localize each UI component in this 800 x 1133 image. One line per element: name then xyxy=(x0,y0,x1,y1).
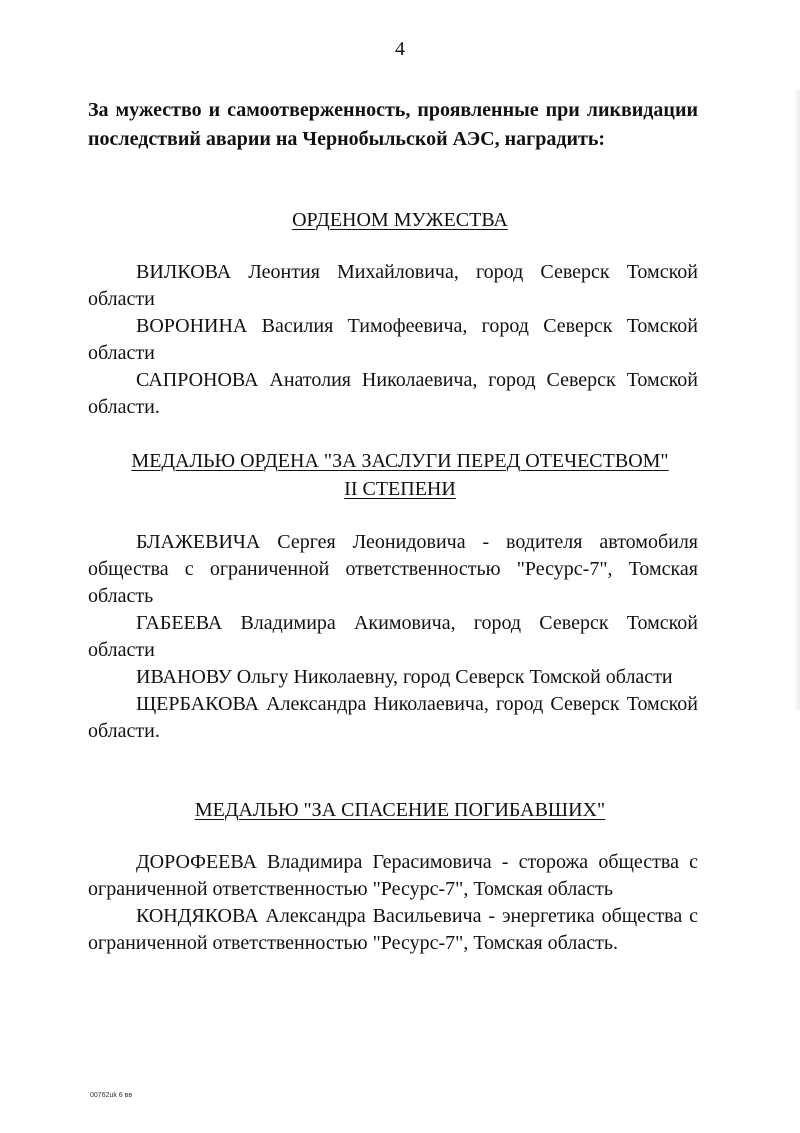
award-entry: ЩЕРБАКОВА Александра Николаевича, город Северск Томской области. xyxy=(88,693,698,742)
award-entry: ДОРОФЕЕВА Владимира Герасимовича - сторожа общества с ограниченной ответственностью "Ресурс-7", Томская область xyxy=(88,851,698,900)
section-title-rescue-medal xyxy=(0,796,800,824)
award-entry: ВИЛКОВА Леонтия Михайловича, город Северск Томской области xyxy=(88,261,698,310)
award-intro: За мужество и самоотверженность, проявленные при ликвидации последствий аварии на Чернобыльской АЭС, наградить: xyxy=(88,99,698,150)
entries-merit-medal xyxy=(88,529,698,745)
section-title-degree: II СТЕПЕНИ xyxy=(344,478,456,500)
section-title-text: МЕДАЛЬЮ ОРДЕНА "ЗА ЗАСЛУГИ ПЕРЕД ОТЕЧЕСТВОМ" xyxy=(131,450,669,472)
section-title-text: ОРДЕНОМ МУЖЕСТВА xyxy=(292,209,508,231)
document-code: 00762uk 6 вв xyxy=(90,1092,133,1099)
award-entry: САПРОНОВА Анатолия Николаевича, город Северск Томской области. xyxy=(88,369,698,418)
award-entry: ГАБЕЕВА Владимира Акимовича, город Северск Томской области xyxy=(88,612,698,661)
award-entry: ИВАНОВУ Ольгу Николаевну, город Северск Томской области xyxy=(136,666,673,688)
award-entry: КОНДЯКОВА Александра Васильевича - энергетика общества с ограниченной ответственностью "Ресурс-7", Томская область. xyxy=(88,905,698,954)
award-entry: БЛАЖЕВИЧА Сергея Леонидовича - водителя автомобиля общества с ограниченной ответственностью "Ресурс-7", Томская область xyxy=(88,531,698,607)
scan-edge-shadow xyxy=(794,90,800,710)
section-title-order-of-courage xyxy=(0,206,800,234)
entries-order-of-courage xyxy=(88,259,698,421)
award-entry: ВОРОНИНА Василия Тимофеевича, город Северск Томской области xyxy=(88,315,698,364)
section-title-merit-medal xyxy=(0,447,800,503)
entries-rescue-medal xyxy=(88,849,698,957)
section-title-text: МЕДАЛЬЮ "ЗА СПАСЕНИЕ ПОГИБАВШИХ" xyxy=(194,799,606,821)
page-number: 4 xyxy=(395,38,405,60)
